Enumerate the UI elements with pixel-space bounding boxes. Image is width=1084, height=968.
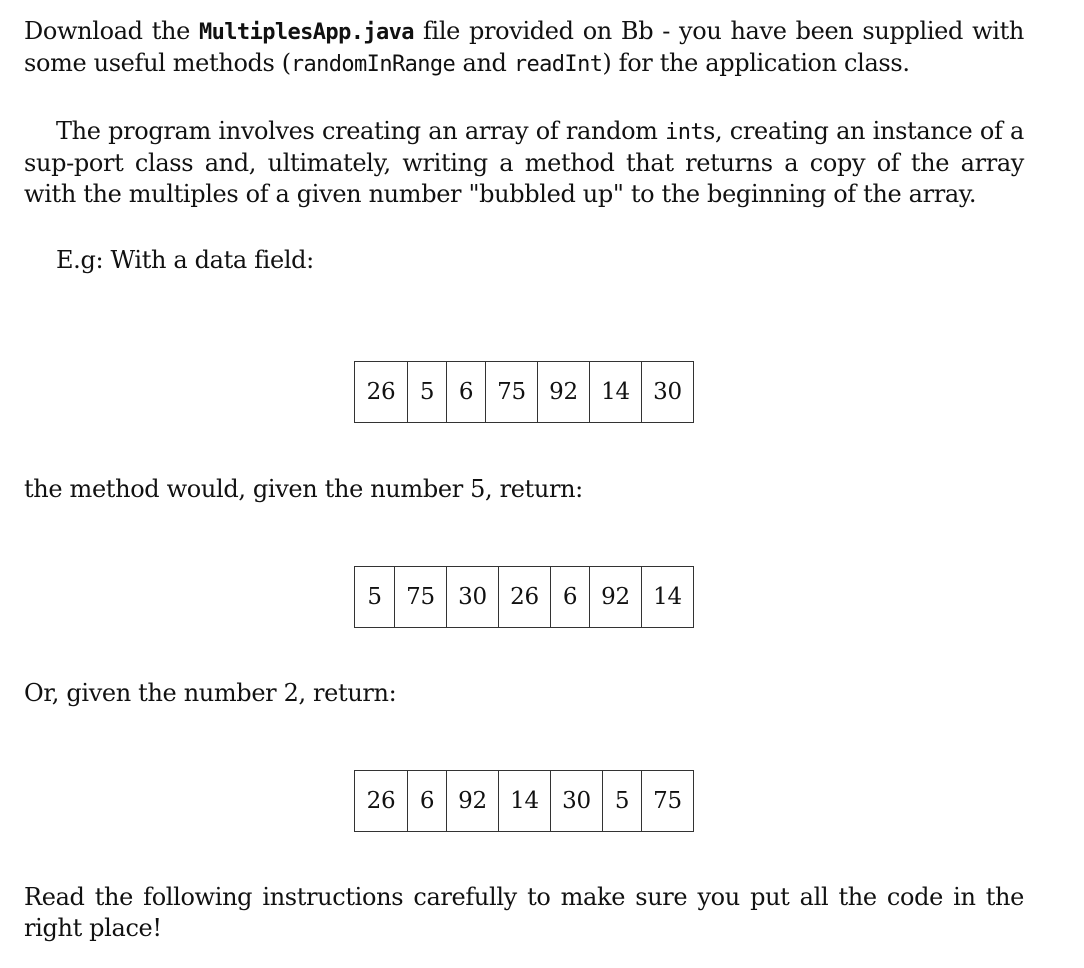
array-cell: 26 bbox=[366, 379, 396, 405]
program-text-2: s, creating an instance of a sup-port class and, ultimately, writing a method that returns a copy of the array with the multiples of a given number "bubbled up" to the beginning of the array. bbox=[24, 117, 1024, 208]
intro-text-1: Download the bbox=[24, 17, 199, 45]
instructions-paragraph: Read the following instructions carefully to make sure you put all the code in the right place! bbox=[24, 883, 1024, 942]
array-cell: 14 bbox=[641, 567, 693, 627]
code-filename: MultiplesApp.java bbox=[198, 20, 414, 45]
intro-text-3: and bbox=[455, 49, 514, 77]
array-cell: 92 bbox=[537, 362, 589, 422]
result-array-5-table bbox=[354, 566, 694, 628]
array-cell: 6 bbox=[446, 362, 485, 422]
array-cell: 14 bbox=[589, 362, 641, 422]
code-method-read-int: readInt bbox=[513, 52, 603, 77]
result-array-2-table bbox=[354, 770, 694, 832]
array-cell: 5 bbox=[602, 771, 641, 831]
array-cell: 6 bbox=[407, 771, 446, 831]
array-cell: 30 bbox=[550, 771, 602, 831]
array-cell: 92 bbox=[446, 771, 498, 831]
code-method-random-in-range: randomInRange bbox=[290, 52, 456, 77]
program-description bbox=[24, 116, 1024, 210]
array-cell: 6 bbox=[550, 567, 589, 627]
intro-paragraph bbox=[24, 16, 1024, 80]
array-cell: 75 bbox=[641, 771, 693, 831]
array-cell: 75 bbox=[485, 362, 537, 422]
array-cell: 92 bbox=[589, 567, 641, 627]
array-cell: 30 bbox=[641, 362, 693, 422]
program-text-1: The program involves creating an array of random bbox=[56, 117, 666, 145]
array-cell: 26 bbox=[498, 567, 550, 627]
intro-text-2: file provided on Bb - you have been supplied with some useful methods ( bbox=[24, 17, 1024, 77]
array-cell: 14 bbox=[498, 771, 550, 831]
example-label: E.g: With a data field: bbox=[56, 246, 314, 274]
array-cell: 5 bbox=[407, 362, 446, 422]
array-cell: 5 bbox=[367, 584, 382, 610]
array-cell: 26 bbox=[366, 788, 396, 814]
data-array-table bbox=[354, 361, 694, 423]
code-int: int bbox=[665, 120, 704, 145]
method-multiple-2-text: Or, given the number 2, return: bbox=[24, 679, 397, 707]
array-cell: 30 bbox=[446, 567, 498, 627]
array-cell: 75 bbox=[394, 567, 446, 627]
intro-text-4: ) for the application class. bbox=[602, 49, 910, 77]
method-multiple-5-text: the method would, given the number 5, return: bbox=[24, 475, 583, 503]
